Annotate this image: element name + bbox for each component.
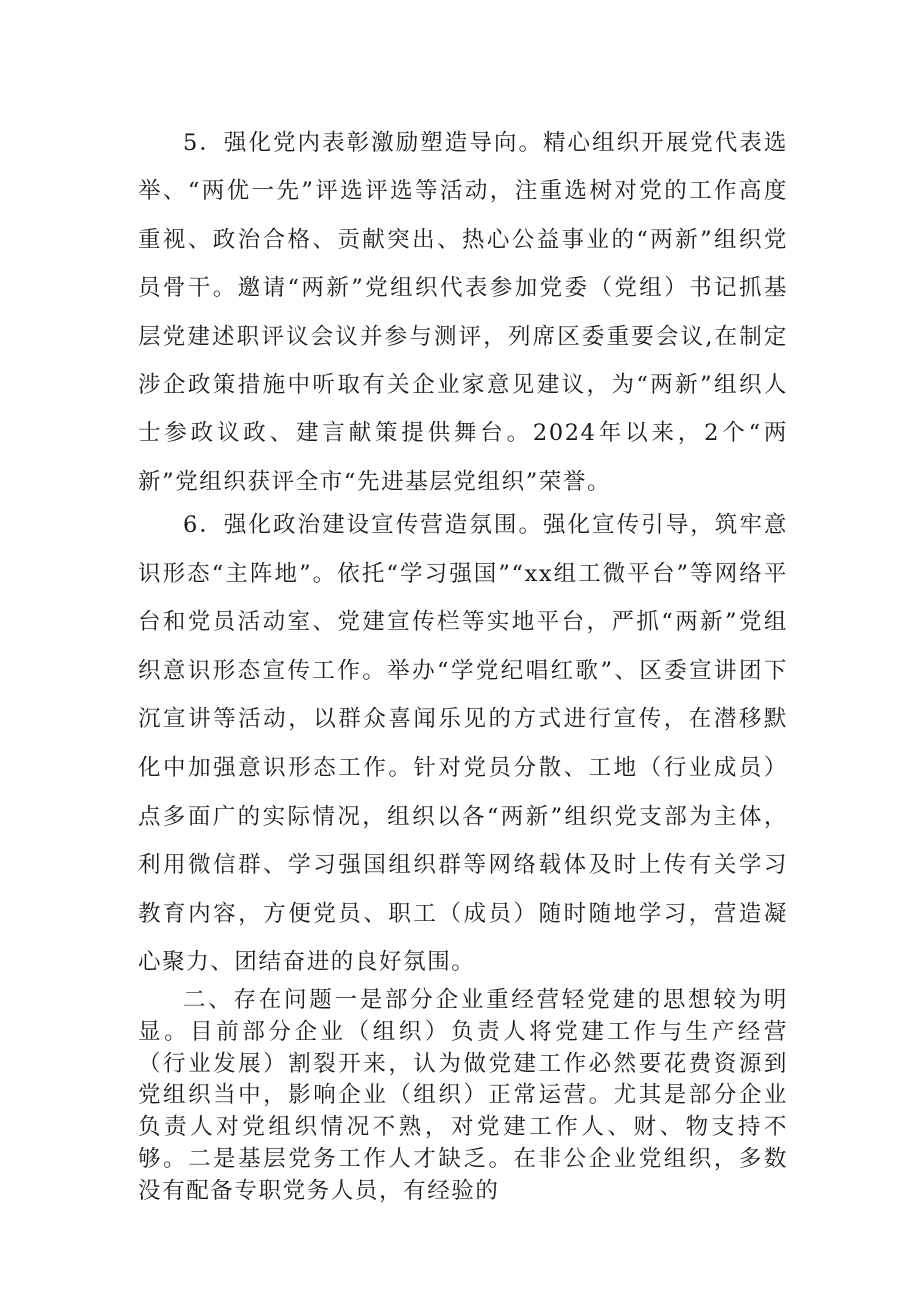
- paragraph-existing-problems: 二、存在问题一是部分企业重经营轻党建的思想较为明显。目前部分企业（组织）负责人将党建工作与生产经营（行业发展）割裂开来，认为做党建工作必然要花费资源到党组织当中，影响企业（组织）正常运营。尤其是部分企业负责人对党组织情况不熟，对党建工作人、财、物支持不够。二是基层党务工作人才缺乏。在非公企业党组织，多数没有配备专职党务人员，有经验的: [138, 987, 788, 1204]
- paragraph-commendation-incentives: 5．强化党内表彰激励塑造导向。精心组织开展党代表选举、“两优一先”评选评选等活动，注重选树对党的工作高度重视、政治合格、贡献突出、热心公益事业的“两新”组织党员骨干。邀请“两新”党组织代表参加党委（党组）书记抓基层党建述职评议会议并参与测评，列席区委重要会议,在制定涉企政策措施中听取有关企业家意见建议，为“两新”组织人士参政议政、建言献策提供舞台。2024年以来，2个“两新”党组织获评全市“先进基层党组织”荣誉。: [138, 130, 788, 495]
- paragraph-political-publicity: 6．强化政治建设宣传营造氛围。强化宣传引导，筑牢意识形态“主阵地”。依托“学习强国”“xx组工微平台”等网络平台和党员活动室、党建宣传栏等实地平台，严抓“两新”党组织意识形态宣传工作。举办“学党纪唱红歌”、区委宣讲团下沉宣讲等活动，以群众喜闻乐见的方式进行宣传，在潜移默化中加强意识形态工作。针对党员分散、工地（行业成员）点多面广的实际情况，组织以各“两新”组织党支部为主体，利用微信群、学习强国组织群等网络载体及时上传有关学习教育内容，方便党员、职工（成员）随时随地学习，营造凝心聚力、团结奋进的良好氛围。: [138, 512, 788, 976]
